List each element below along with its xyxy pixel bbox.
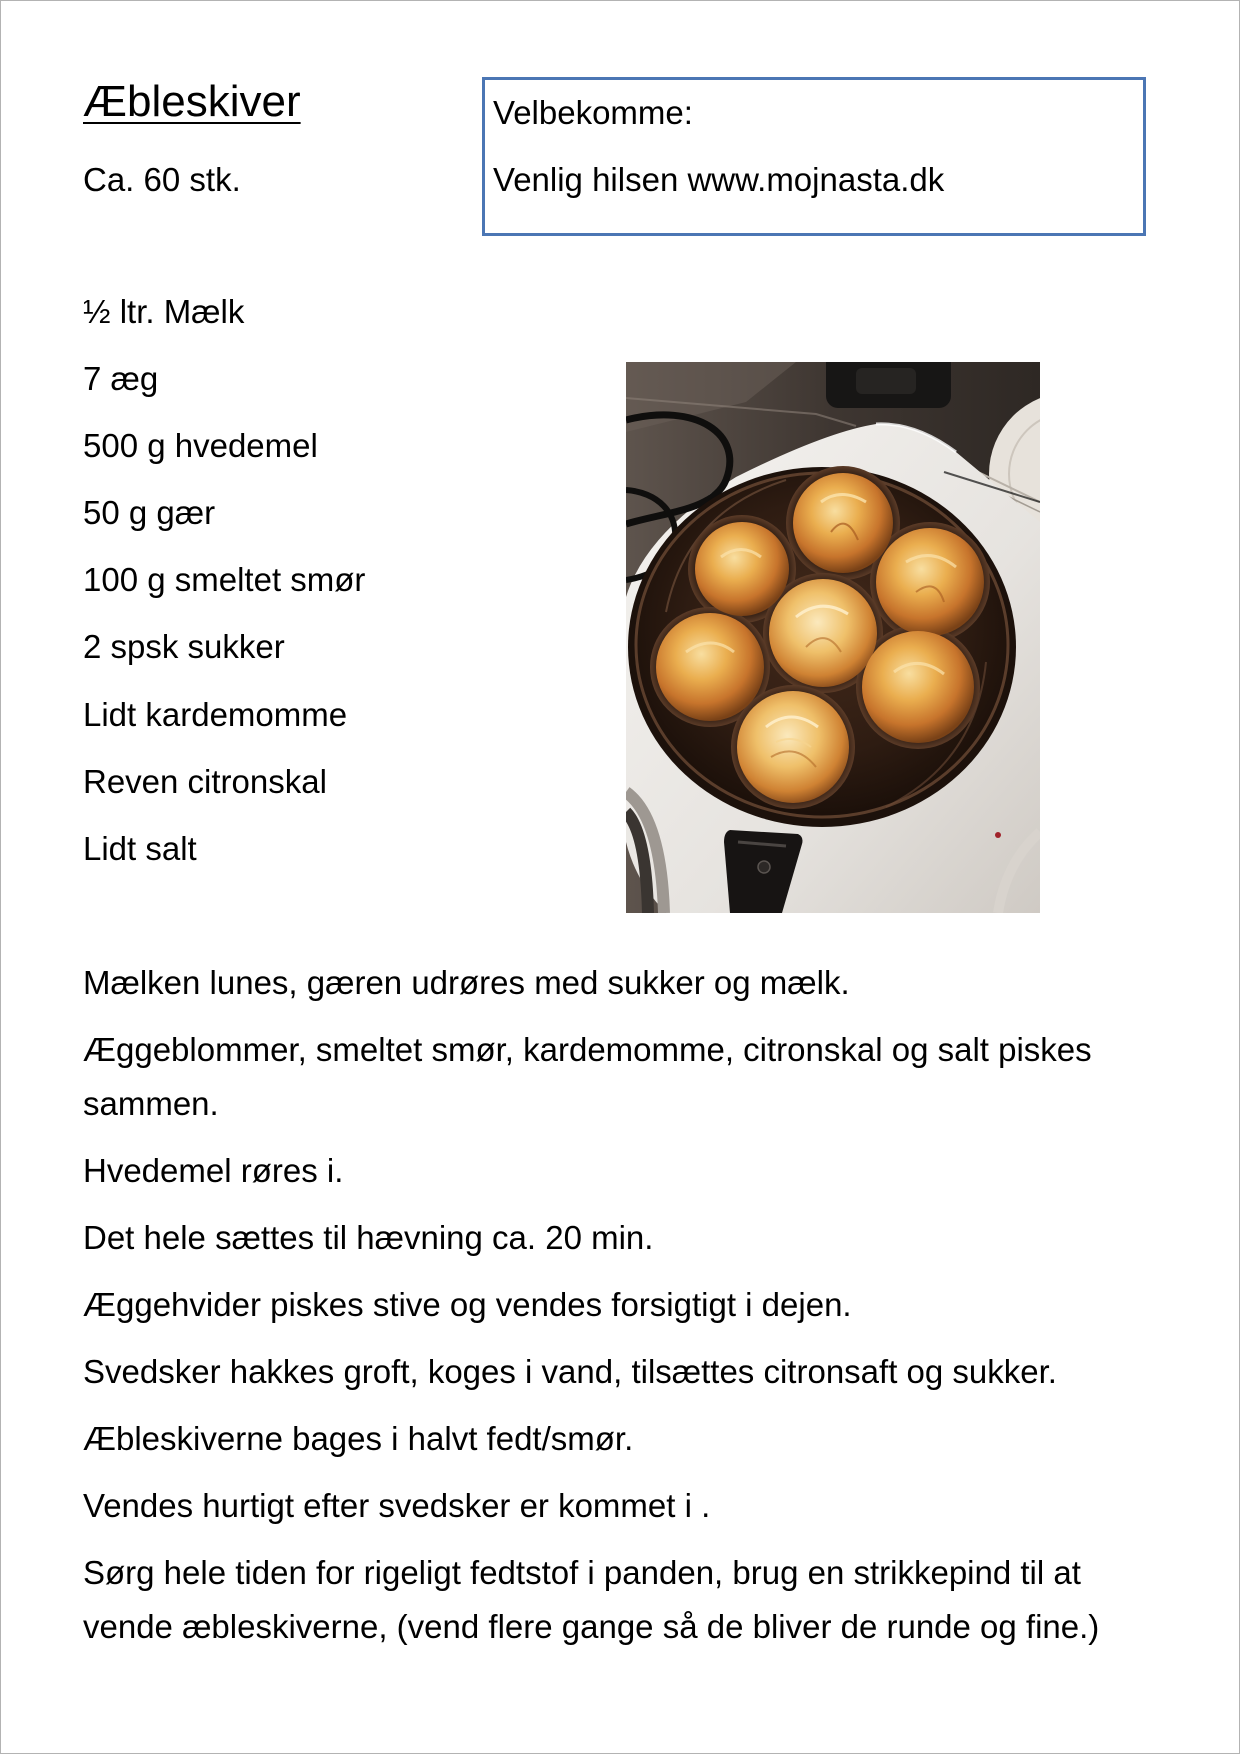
ingredient-list <box>83 278 365 882</box>
ingredient-item: Reven citronskal <box>83 762 327 800</box>
instruction-step: Mælken lunes, gæren udrøres med sukker og mælk. <box>83 964 850 1001</box>
ingredient-item: 2 spsk sukker <box>83 628 285 666</box>
instruction-step: Hvedemel røres i. <box>83 1152 344 1189</box>
instruction-step: Æggeblommer, smeltet smør, kardemomme, citronskal og salt piskes sammen. <box>83 1031 1092 1122</box>
instruction-step: Sørg hele tiden for rigeligt fedtstof i panden, brug en strikkepind til at vende æbleskiverne, (vend flere gange så de bliver de runde og fine.) <box>83 1554 1100 1645</box>
instruction-step: Æbleskiverne bages i halvt fedt/smør. <box>83 1420 634 1457</box>
signature-line: Venlig hilsen www.mojnasta.dk <box>493 161 945 198</box>
instruction-step: Æggehvider piskes stive og vendes forsigtigt i dejen. <box>83 1286 852 1323</box>
ingredient-item: 50 g gær <box>83 494 216 532</box>
instruction-step: Det hele sættes til hævning ca. 20 min. <box>83 1219 654 1256</box>
recipe-title: Æbleskiver <box>83 77 301 126</box>
ingredient-item: Lidt salt <box>83 829 197 867</box>
ingredient-item: 500 g hvedemel <box>83 427 318 465</box>
ingredient-item: Lidt kardemomme <box>83 695 348 733</box>
ingredient-item: 100 g smeltet smør <box>83 561 366 599</box>
recipe-yield: Ca. 60 stk. <box>83 161 241 198</box>
greeting-box <box>482 77 1146 236</box>
instruction-step: Vendes hurtigt efter svedsker er kommet i . <box>83 1487 711 1524</box>
ingredient-item: ½ ltr. Mælk <box>83 293 245 330</box>
instruction-step: Svedsker hakkes groft, koges i vand, tilsættes citronsaft og sukker. <box>83 1353 1057 1390</box>
instruction-list <box>83 956 1163 1667</box>
greeting-line: Velbekomme: <box>493 94 693 131</box>
aebleskiver-pan-photo <box>626 362 1040 913</box>
ingredient-item: 7 æg <box>83 360 159 398</box>
